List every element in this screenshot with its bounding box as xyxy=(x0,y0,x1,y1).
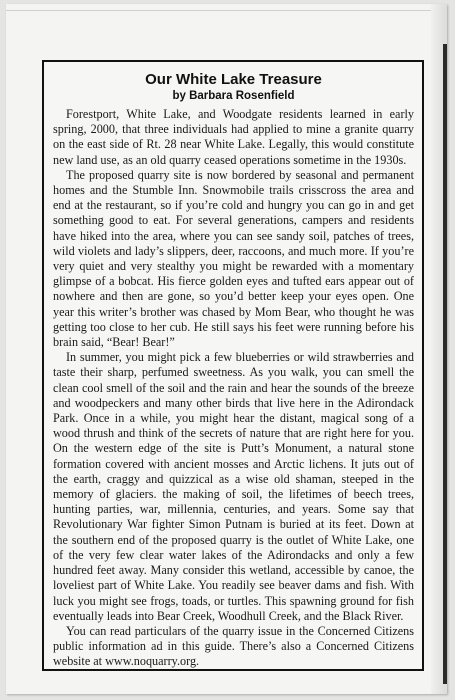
article-paragraph-2: The proposed quarry site is now bordered by seasonal and permanent homes and the Stumble Inn. Snowmobile trails crisscross the area and end at the restaurant, so if you’re cold and hungry you can go in and get something good to eat. For several generations, campers and residents have hiked into the area, where you can see sandy soil, patches of trees, wild violets and lady’s slippers, deer, raccoons, and much more. If you’re very quiet and very stealthy you might be rewarded with a momentary glimpse of a bobcat. His fierce golden eyes and tufted ears appear out of nowhere and then are gone, so you’d better keep your eyes open. One year this writer’s brother was chased by Mom Bear, who thought he was getting too close to her cub. He still says his feet were running before his brain said, “Bear! Bear!” xyxy=(53,167,414,350)
article-paragraph-1: Forestport, White Lake, and Woodgate residents learned in early spring, 2000, that three individuals had applied to mine a granite quarry on the east side of Rt. 28 near White Lake. Legally, this would constitute new land use, as an old quarry ceased operations sometime in the 1930s. xyxy=(53,107,414,167)
article-paragraph-3: In summer, you might pick a few blueberries or wild strawberries and taste their sharp, perfumed sweetness. As you walk, you can smell the clean cool smell of the soil and the rain and hear the sounds of the breeze and woodpeckers and many other birds that live here in the Adirondack Park. Once in a while, you might hear the distant, magical song of a wood thrush and think of the secrets of nature that are right here for you. On the western edge of the site is Putt’s Monument, a natural stone formation covered with ancient mosses and Arctic lichens. It juts out of the earth, craggy and quizzical as a wise old shaman, steeped in the memory of glaciers. the making of soil, the lifetimes of beech trees, hunting parties, war, millennia, centuries, and years. Some say that Revolutionary War fighter Simon Putnam is buried at its feet. Down at the southern end of the proposed quarry is the outlet of White Lake, one of the very few clear water lakes of the Adirondacks and only a few hundred feet away. Many consider this wetland, accessible by canoe, the loveliest part of White Lake. You readily see beaver dams and fish. With luck you might see frogs, toads, or turtles. This spawning ground for fish eventually leads into Bear Creek, Woodhull Creek, and the Black River. xyxy=(53,350,414,623)
article-byline: by Barbara Rosenfield xyxy=(172,90,295,102)
page-top-edge xyxy=(6,4,447,11)
article-box xyxy=(42,60,424,671)
binding-strip xyxy=(443,44,447,684)
article-paragraph-4: You can read particulars of the quarry issue in the Concerned Citizens public information ad in this guide. There’s also a Concerned Citizens website at www.noquarry.org. xyxy=(53,623,414,669)
article-title: Our White Lake Treasure xyxy=(145,71,322,88)
guide-page xyxy=(6,4,447,694)
